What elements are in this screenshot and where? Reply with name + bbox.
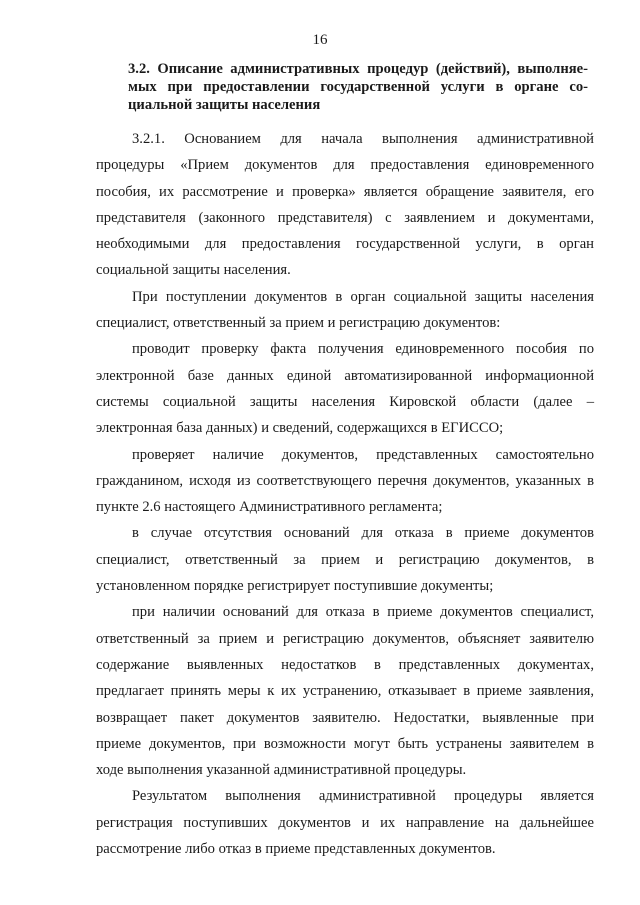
- text-line: ответственный за прием и регистрацию документов, объясняет заявителю: [96, 630, 594, 647]
- text-line: электронная база данных) и сведений, содержащихся в ЕГИССО;: [96, 420, 504, 437]
- text-line: Результатом выполнения административной процедуры является: [132, 788, 594, 805]
- text-line: содержание выявленных недостатков в представленных документах,: [96, 656, 594, 673]
- text-line: 3.2.1. Основанием для начала выполнения административной: [132, 131, 594, 147]
- paragraph-result: [96, 783, 594, 862]
- text-line: представителя (законного представителя) с заявлением и документами,: [96, 209, 594, 226]
- text-line: установленном порядке регистрирует поступившие документы;: [96, 578, 494, 595]
- text-line: гражданином, исходя из соответствующего перечня документов, указанных в: [96, 472, 594, 489]
- text-line: в случае отсутствия оснований для отказа в приеме документов: [132, 525, 594, 542]
- text-line: предлагает принять меры к их устранению, отказывает в приеме заявления,: [96, 683, 594, 700]
- paragraph-refusal: [96, 599, 594, 783]
- text-line: проверяет наличие документов, представленных самостоятельно: [132, 446, 594, 463]
- heading-line: 3.2. Описание административных процедур (действий), выполняе-: [128, 61, 588, 77]
- text-line: пункте 2.6 настоящего Административного регламента;: [96, 499, 443, 516]
- text-line: необходимыми для предоставления государственной услуги, в орган: [96, 236, 594, 253]
- paragraph-intake: [96, 284, 594, 337]
- paragraph-check-documents: [96, 442, 594, 521]
- heading-line: циальной защиты населения: [128, 97, 321, 113]
- paragraph-check-database: [96, 336, 594, 441]
- text-line: системы социальной защиты населения Кировской области (далее –: [96, 393, 594, 410]
- text-line: электронной базе данных единой автоматизированной информационной: [96, 367, 594, 384]
- text-line: возвращает пакет документов заявителю. Недостатки, выявленные при: [96, 709, 594, 726]
- section-heading: [128, 60, 588, 114]
- text-line: проводит проверку факта получения единовременного пособия по: [132, 341, 594, 358]
- text-line: регистрация поступивших документов и их направление на дальнейшее: [96, 814, 594, 831]
- text-line: ходе выполнения указанной административной процедуры.: [96, 762, 467, 779]
- heading-line: мых при предоставлении государственной услуги в органе со-: [128, 79, 588, 95]
- text-line: при наличии оснований для отказа в приеме документов специалист,: [132, 604, 594, 621]
- text-line: приеме документов, при возможности могут быть устранены заявителем в: [96, 735, 594, 752]
- text-line: рассмотрение либо отказ в приеме представленных документов.: [96, 841, 496, 858]
- document-body: [96, 126, 594, 862]
- text-line: специалист, ответственный за прием и регистрацию документов:: [96, 315, 501, 332]
- text-line: специалист, ответственный за прием и регистрацию документов, в: [96, 551, 594, 568]
- text-line: социальной защиты населения.: [96, 262, 291, 279]
- text-line: пособия, их рассмотрение и проверка» является обращение заявителя, его: [96, 183, 594, 200]
- text-line: процедуры «Прием документов для предоставления единовременного: [96, 157, 594, 174]
- paragraph-no-refusal: [96, 520, 594, 599]
- text-line: При поступлении документов в орган социальной защиты населения: [132, 288, 594, 305]
- paragraph-3-2-1: [96, 126, 594, 284]
- page-number: 16: [312, 32, 328, 48]
